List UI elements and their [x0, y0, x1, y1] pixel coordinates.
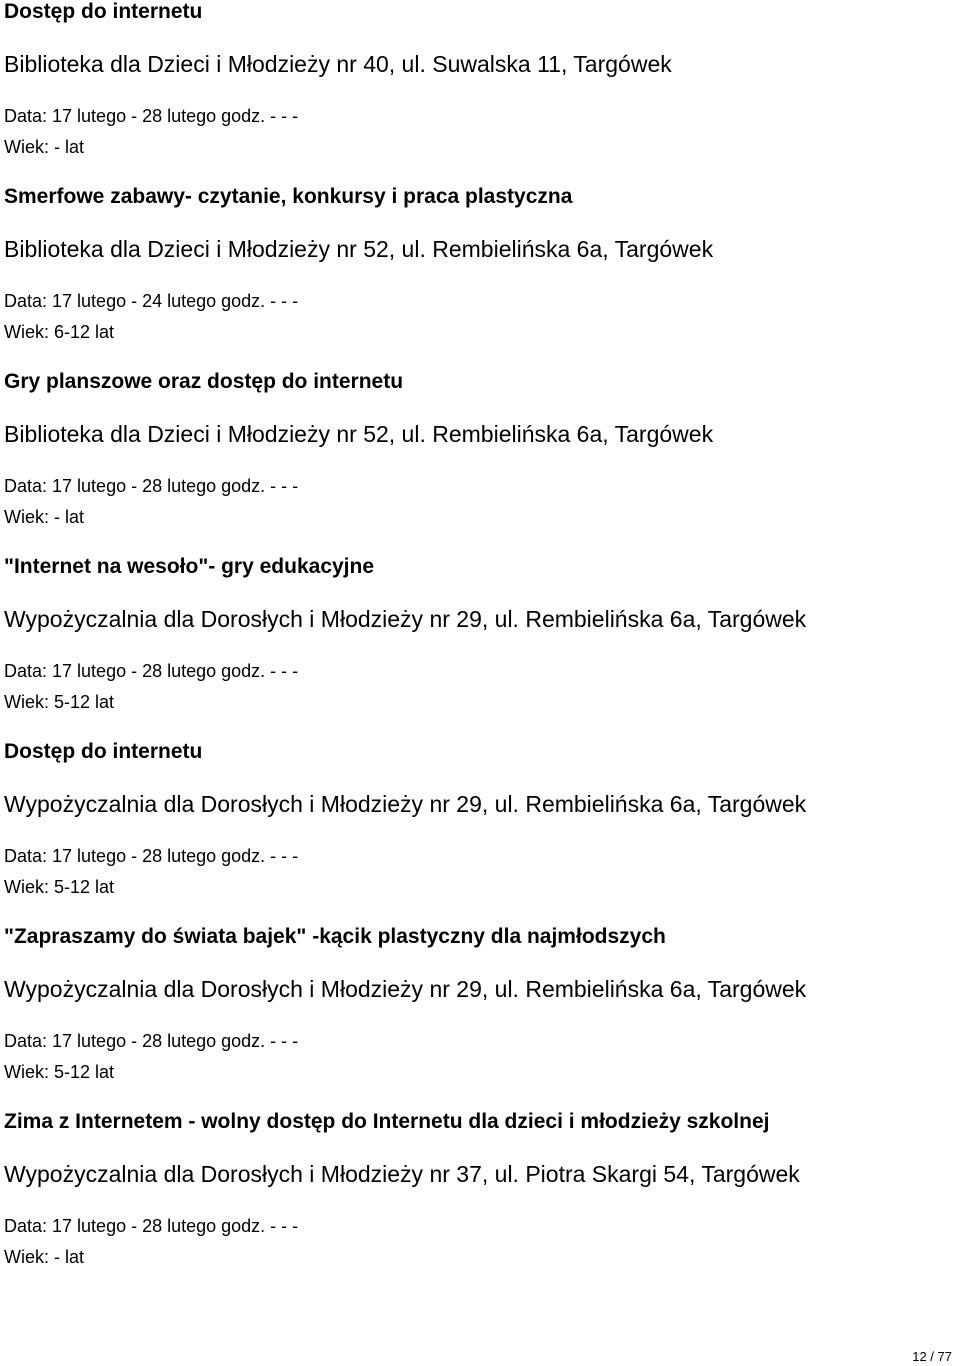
- event-location: Biblioteka dla Dzieci i Młodzieży nr 52, ul. Rembielińska 6a, Targówek: [4, 421, 714, 447]
- event-title: Gry planszowe oraz dostęp do internetu: [4, 370, 404, 393]
- event-date: Data: 17 lutego - 28 lutego godz. - - -: [4, 1216, 299, 1236]
- event-location: Wypożyczalnia dla Dorosłych i Młodzieży nr 29, ul. Rembielińska 6a, Targówek: [4, 976, 807, 1002]
- event-entry: [4, 185, 954, 370]
- event-location: Wypożyczalnia dla Dorosłych i Młodzieży nr 29, ul. Rembielińska 6a, Targówek: [4, 791, 807, 817]
- event-title: "Zapraszamy do świata bajek" -kącik plastyczny dla najmłodszych: [4, 925, 666, 948]
- event-title: Dostęp do internetu: [4, 0, 203, 23]
- event-entry: [4, 370, 954, 555]
- event-location: Biblioteka dla Dzieci i Młodzieży nr 52, ul. Rembielińska 6a, Targówek: [4, 236, 714, 262]
- event-age: Wiek: 6-12 lat: [4, 322, 115, 342]
- event-date: Data: 17 lutego - 28 lutego godz. - - -: [4, 846, 299, 866]
- event-entry: [4, 1110, 954, 1295]
- event-age: Wiek: 5-12 lat: [4, 692, 115, 712]
- event-title: Smerfowe zabawy- czytanie, konkursy i praca plastyczna: [4, 185, 573, 208]
- event-age: Wiek: - lat: [4, 507, 85, 527]
- event-age: Wiek: - lat: [4, 137, 85, 157]
- event-date: Data: 17 lutego - 28 lutego godz. - - -: [4, 661, 299, 681]
- event-age: Wiek: 5-12 lat: [4, 1062, 115, 1082]
- event-location: Wypożyczalnia dla Dorosłych i Młodzieży nr 37, ul. Piotra Skargi 54, Targówek: [4, 1161, 800, 1187]
- event-entry: [4, 740, 954, 925]
- event-date: Data: 17 lutego - 28 lutego godz. - - -: [4, 476, 299, 496]
- event-title: Dostęp do internetu: [4, 740, 203, 763]
- event-list: [4, 0, 954, 1295]
- event-date: Data: 17 lutego - 28 lutego godz. - - -: [4, 1031, 299, 1051]
- event-age: Wiek: - lat: [4, 1247, 85, 1267]
- event-title: "Internet na wesoło"- gry edukacyjne: [4, 555, 375, 578]
- page-number: 12 / 77: [912, 1349, 952, 1364]
- event-age: Wiek: 5-12 lat: [4, 877, 115, 897]
- event-entry: [4, 0, 954, 185]
- event-entry: [4, 555, 954, 740]
- event-date: Data: 17 lutego - 28 lutego godz. - - -: [4, 106, 299, 126]
- event-date: Data: 17 lutego - 24 lutego godz. - - -: [4, 291, 299, 311]
- event-location: Wypożyczalnia dla Dorosłych i Młodzieży nr 29, ul. Rembielińska 6a, Targówek: [4, 606, 807, 632]
- event-entry: [4, 925, 954, 1110]
- event-location: Biblioteka dla Dzieci i Młodzieży nr 40, ul. Suwalska 11, Targówek: [4, 51, 672, 77]
- event-title: Zima z Internetem - wolny dostęp do Internetu dla dzieci i młodzieży szkolnej: [4, 1110, 770, 1133]
